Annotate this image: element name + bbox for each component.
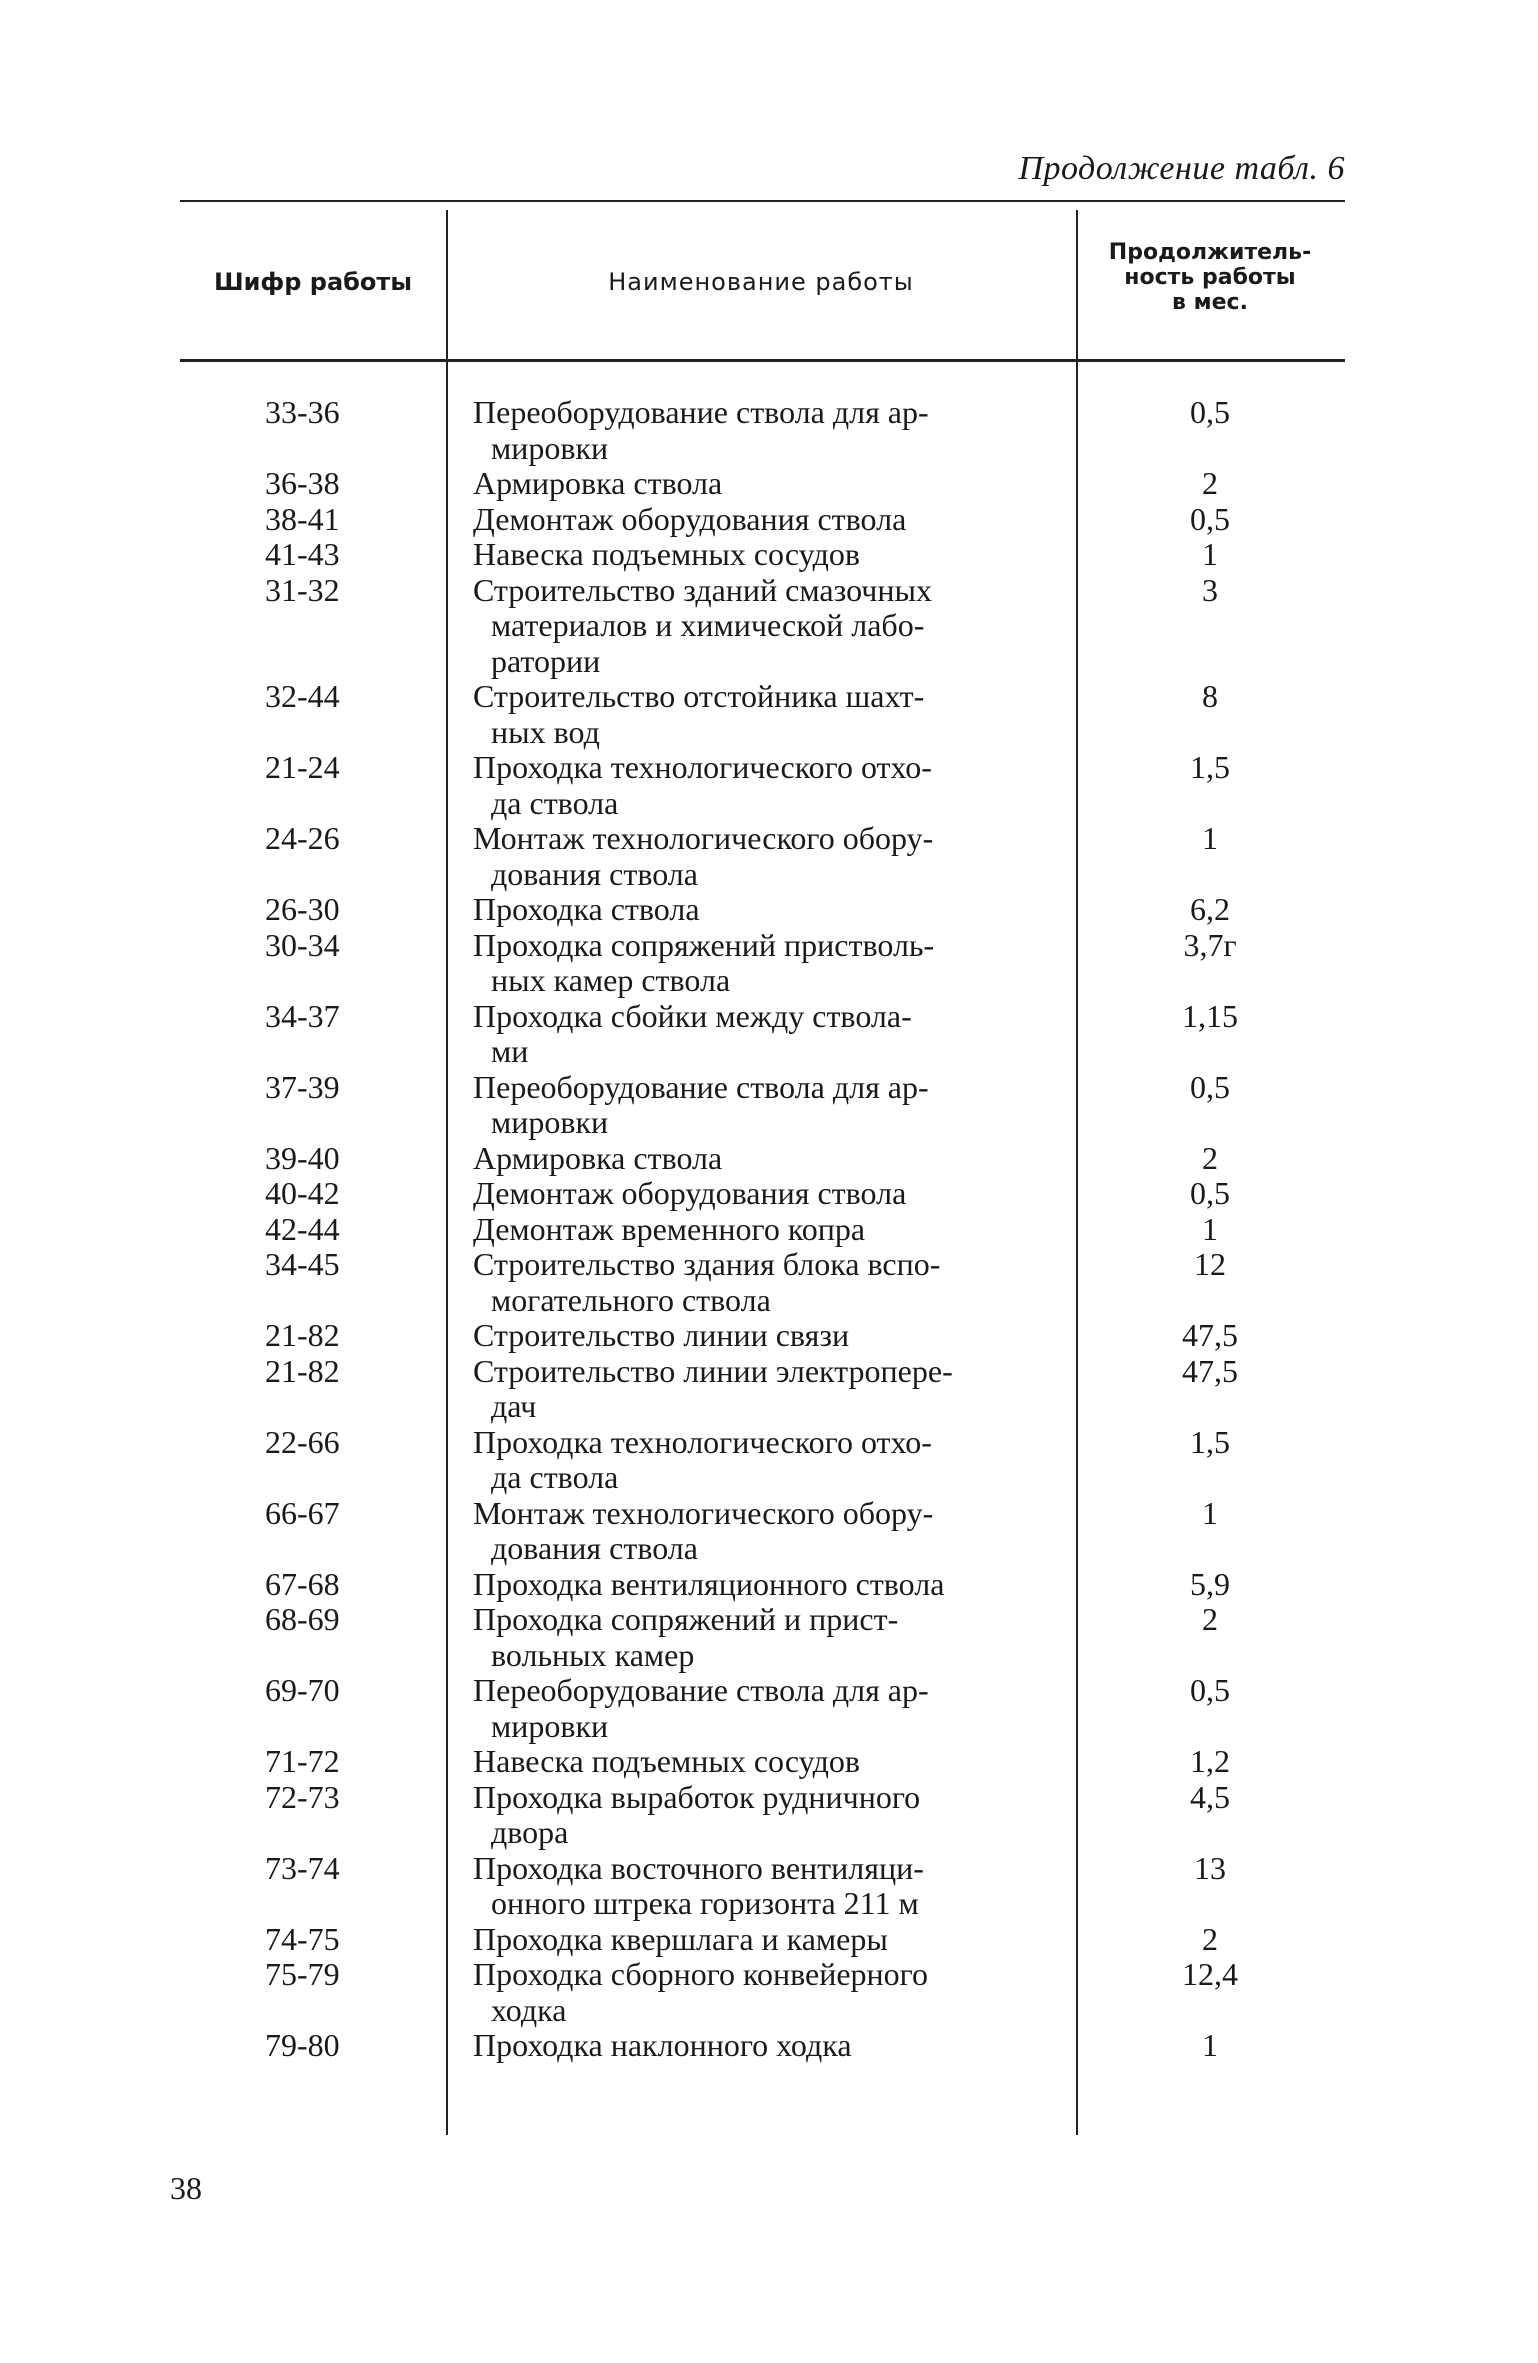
work-code: 24-26: [265, 820, 340, 856]
work-code: 38-41: [265, 500, 340, 537]
work-code: 66-67: [265, 1494, 340, 1531]
work-duration: 12: [1194, 1246, 1226, 1282]
work-duration: 2: [1202, 1601, 1218, 1637]
work-name: [473, 1567, 1065, 1603]
work-code: 41-43: [265, 536, 340, 572]
table-row: [180, 395, 1345, 466]
work-name-line: Строительство линии связи: [473, 1317, 850, 1353]
work-code: 79-80: [265, 2027, 340, 2063]
work-code: 34-45: [265, 1246, 340, 1282]
table-row: [180, 1744, 1345, 1780]
work-name-line: Проходка восточного вентиляци-: [473, 1849, 924, 1886]
work-duration: 0,5: [1190, 1068, 1230, 1105]
work-name: [473, 1744, 1065, 1780]
work-name-line: Навеска подъемных сосудов: [473, 1743, 860, 1779]
work-code: 39-40: [265, 1139, 340, 1176]
work-name: [473, 1851, 1065, 1922]
work-name-line: мировки: [491, 1104, 609, 1140]
table-row: [180, 537, 1345, 573]
work-name-line: Демонтаж оборудования ствола: [473, 1175, 907, 1211]
table-caption: Продолжение табл. 6: [1018, 150, 1345, 187]
work-name: [473, 1922, 1065, 1958]
work-name-line: Проходка сборного конвейерного: [473, 1956, 928, 1992]
work-name: [473, 1212, 1065, 1248]
work-duration: 2: [1202, 1920, 1218, 1957]
work-name-line: Армировка ствола: [473, 1139, 723, 1176]
header-duration-line: в мес.: [1172, 290, 1248, 315]
work-code: 67-68: [265, 1565, 340, 1602]
work-name-line: Строительство зданий смазочных: [473, 571, 932, 608]
work-duration: 1: [1202, 1210, 1218, 1247]
work-name-line: Демонтаж временного копра: [473, 1210, 866, 1247]
work-name-line: Переоборудование ствола для ар-: [473, 1672, 929, 1708]
work-name: [473, 395, 1065, 466]
work-name-line: ратории: [491, 642, 601, 679]
table-row: [180, 750, 1345, 821]
work-name: [473, 2028, 1065, 2064]
page-number: 38: [170, 2170, 202, 2206]
work-name-line: ходка: [491, 1991, 567, 2028]
work-name-line: Строительство здания блока вспо-: [473, 1246, 941, 1282]
work-name: [473, 821, 1065, 892]
work-duration: 0,5: [1190, 394, 1230, 430]
work-code: 72-73: [265, 1778, 340, 1815]
work-name: [473, 537, 1065, 573]
work-duration: 1,5: [1190, 1423, 1230, 1460]
work-code: 32-44: [265, 678, 340, 714]
work-duration: 4,5: [1190, 1778, 1230, 1815]
work-code: 31-32: [265, 571, 340, 608]
table-row: [180, 1318, 1345, 1354]
work-duration: 0,5: [1190, 1175, 1230, 1211]
table-row: [180, 1567, 1345, 1603]
table-top-rule: [180, 200, 1345, 202]
work-code: 75-79: [265, 1956, 340, 1992]
work-name-line: Навеска подъемных сосудов: [473, 536, 860, 572]
work-duration: 1: [1202, 820, 1218, 856]
header-duration-line: Продолжитель-: [1108, 240, 1312, 265]
header-name: Наименование работы: [608, 268, 914, 296]
work-name: [473, 1496, 1065, 1567]
work-code: 30-34: [265, 926, 340, 963]
work-name-line: Проходка технологического отхо-: [473, 749, 932, 785]
table-row: [180, 1070, 1345, 1141]
table-row: [180, 1922, 1345, 1958]
work-name-line: Переоборудование ствола для ар-: [473, 394, 929, 430]
work-duration: 8: [1202, 678, 1218, 714]
work-name: [473, 892, 1065, 928]
work-code: 42-44: [265, 1210, 340, 1247]
table-header-rule: [180, 359, 1345, 362]
work-name-line: ных вод: [491, 713, 600, 750]
work-name-line: Строительство отстойника шахт-: [473, 678, 925, 714]
work-name-line: вольных камер: [491, 1636, 695, 1673]
table-row: [180, 2028, 1345, 2064]
work-name-line: Проходка вентиляционного ствола: [473, 1565, 945, 1602]
work-duration: 1,2: [1190, 1743, 1230, 1779]
table-row: [180, 1673, 1345, 1744]
work-code: 21-82: [265, 1352, 340, 1389]
work-duration: 1,15: [1182, 997, 1238, 1034]
work-name-line: ных камер ствола: [491, 962, 731, 998]
table-row: [180, 1851, 1345, 1922]
work-name: [473, 1673, 1065, 1744]
work-name-line: могательного ствола: [491, 1281, 771, 1318]
work-name-line: дования ствола: [491, 855, 698, 892]
work-name: [473, 1425, 1065, 1496]
table-row: [180, 1354, 1345, 1425]
work-name-line: двора: [491, 1814, 569, 1850]
table-row: [180, 928, 1345, 999]
work-name: [473, 1176, 1065, 1212]
work-duration: 3: [1202, 571, 1218, 608]
work-duration: 12,4: [1182, 1956, 1238, 1992]
work-name: [473, 1141, 1065, 1177]
work-duration: 5,9: [1190, 1565, 1230, 1602]
work-name: [473, 1780, 1065, 1851]
work-name: [473, 679, 1065, 750]
work-name: [473, 928, 1065, 999]
table-row: [180, 1602, 1345, 1673]
work-name-line: Проходка сбойки между ствола-: [473, 997, 912, 1034]
work-name-line: Строительство линии электропере-: [473, 1352, 953, 1389]
work-duration: 1: [1202, 536, 1218, 572]
header-duration-line: ность работы: [1124, 265, 1296, 290]
work-duration: 0,5: [1190, 1672, 1230, 1708]
table-row: [180, 679, 1345, 750]
work-name: [473, 573, 1065, 680]
work-name-line: Проходка технологического отхо-: [473, 1423, 932, 1460]
work-name-line: онного штрека горизонта 211 м: [491, 1885, 919, 1921]
work-duration: 2: [1202, 465, 1218, 501]
work-code: 74-75: [265, 1920, 340, 1957]
work-duration: 2: [1202, 1139, 1218, 1176]
work-name-line: мировки: [491, 429, 609, 466]
work-duration: 6,2: [1190, 891, 1230, 927]
work-code: 36-38: [265, 465, 340, 501]
work-name-line: да ствола: [491, 784, 619, 821]
work-duration: 1: [1202, 2027, 1218, 2063]
table-row: [180, 1496, 1345, 1567]
table-row: [180, 821, 1345, 892]
work-name-line: Армировка ствола: [473, 465, 723, 501]
work-duration: 47,5: [1182, 1352, 1238, 1389]
table-row: [180, 892, 1345, 928]
work-name-line: дования ствола: [491, 1530, 698, 1566]
work-name: [473, 1070, 1065, 1141]
header-duration: [1076, 240, 1344, 315]
work-name-line: Проходка ствола: [473, 891, 700, 927]
table-row: [180, 466, 1345, 502]
table-body: [180, 395, 1345, 2064]
header-code: Шифр работы: [213, 268, 413, 296]
table-row: [180, 1141, 1345, 1177]
table-row: [180, 1176, 1345, 1212]
work-duration: 47,5: [1182, 1317, 1238, 1353]
work-name: [473, 1247, 1065, 1318]
work-code: 73-74: [265, 1849, 340, 1886]
table-row: [180, 1957, 1345, 2028]
table-row: [180, 1425, 1345, 1496]
table-row: [180, 573, 1345, 680]
work-code: 21-24: [265, 749, 340, 785]
work-code: 21-82: [265, 1317, 340, 1353]
work-name: [473, 1354, 1065, 1425]
work-name-line: Проходка наклонного ходка: [473, 2027, 852, 2063]
work-name-line: дач: [491, 1388, 537, 1424]
table-row: [180, 1780, 1345, 1851]
work-name-line: Переоборудование ствола для ар-: [473, 1068, 929, 1105]
work-name: [473, 466, 1065, 502]
work-name-line: Проходка квершлага и камеры: [473, 1920, 888, 1957]
work-duration: 1: [1202, 1494, 1218, 1531]
work-name-line: Проходка сопряжений пристволь-: [473, 926, 935, 963]
work-name-line: мировки: [491, 1707, 609, 1744]
work-name: [473, 502, 1065, 538]
work-name: [473, 1602, 1065, 1673]
work-name-line: Монтаж технологического обору-: [473, 820, 934, 856]
work-name: [473, 750, 1065, 821]
work-code: 33-36: [265, 394, 340, 430]
work-code: 22-66: [265, 1423, 340, 1460]
work-code: 71-72: [265, 1743, 340, 1779]
work-name-line: материалов и химической лабо-: [491, 607, 925, 643]
work-name-line: Проходка сопряжений и прист-: [473, 1601, 899, 1637]
work-name-line: ми: [491, 1033, 529, 1069]
work-duration: 13: [1194, 1849, 1226, 1886]
work-duration: 0,5: [1190, 500, 1230, 537]
work-duration: 3,7г: [1183, 926, 1237, 963]
work-name: [473, 999, 1065, 1070]
work-duration: 1,5: [1190, 749, 1230, 785]
table-row: [180, 1212, 1345, 1248]
work-name-line: да ствола: [491, 1459, 619, 1495]
work-code: 69-70: [265, 1672, 340, 1708]
work-name-line: Монтаж технологического обору-: [473, 1494, 934, 1531]
table-row: [180, 502, 1345, 538]
work-code: 26-30: [265, 891, 340, 927]
work-name: [473, 1318, 1065, 1354]
work-name-line: Проходка выработок рудничного: [473, 1778, 921, 1815]
table-row: [180, 999, 1345, 1070]
work-name-line: Демонтаж оборудования ствола: [473, 500, 907, 537]
table-row: [180, 1247, 1345, 1318]
work-name: [473, 1957, 1065, 2028]
work-code: 37-39: [265, 1068, 340, 1105]
work-code: 40-42: [265, 1175, 340, 1211]
work-code: 68-69: [265, 1601, 340, 1637]
work-code: 34-37: [265, 997, 340, 1034]
